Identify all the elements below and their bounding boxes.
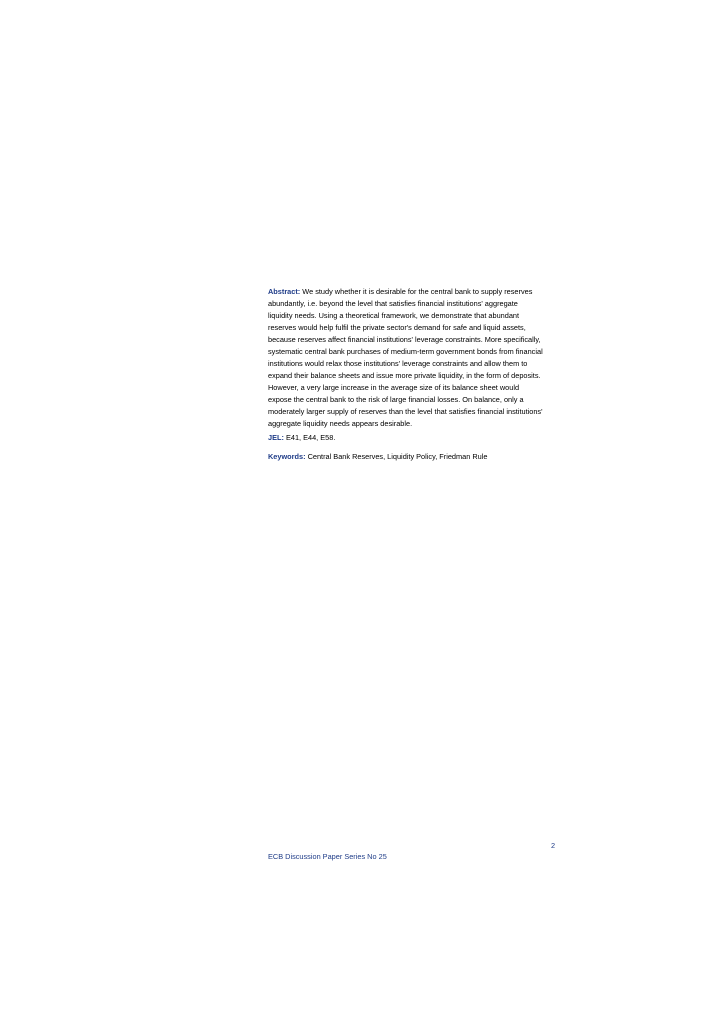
abstract-line: aggregate liquidity needs appears desirable.	[268, 419, 413, 429]
abstract-text: We study whether it is desirable for the central bank to supply reserves	[300, 287, 533, 296]
footer-series-title: ECB Discussion Paper Series No 25	[268, 852, 387, 861]
abstract-line: expose the central bank to the risk of large financial losses. On balance, only a	[268, 395, 524, 405]
abstract-line	[268, 286, 560, 298]
abstract-paragraph	[268, 286, 560, 430]
keywords-label: Keywords:	[268, 452, 306, 461]
page-number: 2	[551, 841, 556, 850]
jel-codes	[268, 432, 335, 444]
abstract-line: systematic central bank purchases of medium-term government bonds from financial	[268, 347, 543, 357]
abstract-line: moderately larger supply of reserves than the level that satisfies financial institutions'	[268, 407, 543, 417]
abstract-line: liquidity needs. Using a theoretical framework, we demonstrate that abundant	[268, 311, 520, 321]
abstract-line: reserves would help fulfil the private sector's demand for safe and liquid assets,	[268, 323, 526, 333]
abstract-label: Abstract:	[268, 287, 301, 296]
jel-text: E41, E44, E58.	[283, 433, 336, 442]
keywords-text: Central Bank Reserves, Liquidity Policy, Friedman Rule	[305, 452, 488, 461]
abstract-line: because reserves affect financial institutions' leverage constraints. More specifically,	[268, 335, 541, 345]
keywords	[268, 451, 487, 463]
abstract-line: expand their balance sheets and issue more private liquidity, in the form of deposits.	[268, 371, 541, 381]
abstract-section	[268, 286, 560, 430]
abstract-line: abundantly, i.e. beyond the level that satisfies financial institutions' aggregate	[268, 299, 518, 309]
abstract-line: However, a very large increase in the average size of its balance sheet would	[268, 383, 520, 393]
abstract-line: institutions would relax those institutions' leverage constraints and allow them to	[268, 359, 528, 369]
jel-label: JEL:	[268, 433, 284, 442]
